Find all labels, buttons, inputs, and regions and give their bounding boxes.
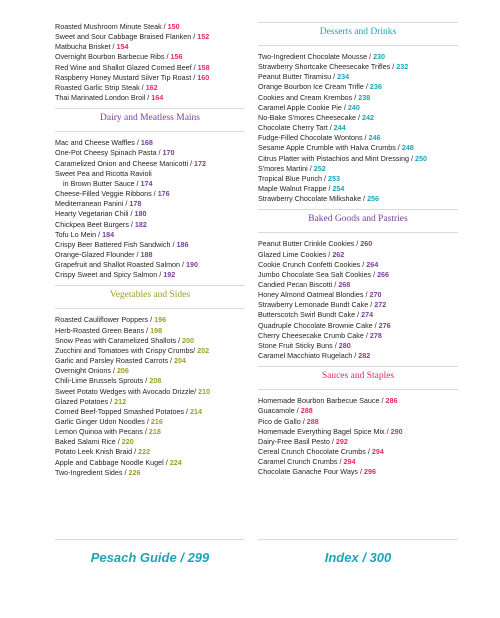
entry-name: Pico de Gallo / [258,416,307,426]
index-entry[interactable] [55,336,245,346]
index-entry[interactable] [55,315,245,325]
index-entry[interactable] [258,310,458,320]
entry-page-number: 288 [300,406,313,416]
entry-name: Mediterranean Panini / [55,199,130,209]
entry-name: Dairy-Free Basil Pesto / [258,436,336,446]
index-entry[interactable] [55,220,245,230]
entry-page-number: 294 [343,457,356,467]
entry-name: Raspberry Honey Mustard Silver Tip Roast / [55,72,198,82]
entry-name: Chocolate Cherry Tart / [258,123,334,133]
entry-page-number: 274 [361,310,374,320]
index-entry[interactable] [55,209,245,219]
index-entry[interactable] [55,468,245,478]
index-entry[interactable] [55,427,245,437]
footer-link-index[interactable] [258,550,458,565]
entry-page-number: 278 [369,330,382,340]
index-entry[interactable] [258,331,458,341]
entry-name: Caramel Crunch Crumbs / [258,457,344,467]
entry-page-number: 276 [378,320,391,330]
index-entry[interactable] [258,52,458,62]
index-entry[interactable] [55,32,245,42]
entry-name: Herb-Roasted Green Beans / [55,325,151,335]
entry-name: Cheese-Filled Veggie Ribbons / [55,189,158,199]
entry-page-number: 268 [338,279,351,289]
entry-page-number: 222 [138,447,151,457]
index-entry[interactable] [258,194,458,204]
entry-name: Glazed Lime Cookies / [258,249,333,259]
entry-name: S'mores Martini / [258,163,314,173]
index-entry[interactable] [55,270,245,280]
entry-page-number: 154 [116,42,129,52]
list-vegetables [55,315,245,478]
entry-name: Peanut Butter Crinkle Cookies / [258,239,361,249]
entry-page-number: 226 [128,467,141,477]
index-entry[interactable] [55,199,245,209]
index-entry[interactable] [258,427,458,437]
entry-name: Orange Bourbon Ice Cream Trifle / [258,82,370,92]
entry-name: Homemade Everything Bagel Spice Mix / [258,426,391,436]
entry-page-number: 180 [134,209,147,219]
index-entry[interactable] [258,82,458,92]
entry-page-number: 240 [347,102,360,112]
entry-name: Fudge-Filled Chocolate Wontons / [258,133,369,143]
index-entry[interactable] [55,387,245,397]
index-entry[interactable] [258,290,458,300]
index-entry[interactable] [55,230,245,240]
index-entry[interactable] [55,447,245,457]
index-entry[interactable] [55,458,245,468]
footer-index-title: Index / [324,550,370,565]
section-header-vegetables [55,285,245,309]
index-entry[interactable] [55,437,245,447]
entry-name: Sweet Potato Wedges with Avocado Drizzle/ [55,386,199,396]
entry-page-number: 248 [401,143,414,153]
entry-page-number: 262 [332,249,345,259]
index-entry[interactable] [258,62,458,72]
entry-name: Crispy Sweet and Spicy Salmon / [55,270,164,280]
entry-name: Candied Pecan Biscotti / [258,279,339,289]
section-header-baked [258,209,458,233]
index-entry[interactable] [258,184,458,194]
entry-page-number: 254 [332,184,345,194]
footer-link-pesach-guide[interactable] [55,550,245,565]
footer-rule-right [258,539,458,540]
entry-page-number: 260 [360,239,373,249]
list-sauces [258,396,458,477]
entry-page-number: 232 [396,62,409,72]
entry-page-number: 252 [313,163,326,173]
index-entry[interactable] [55,42,245,52]
entry-name: Zucchini and Tomatoes with Crispy Crumbs/ [55,345,198,355]
index-entry[interactable] [258,174,458,184]
entry-name: Sweet Pea and Ricotta Ravioli [55,168,152,178]
entry-name: Tofu Lo Mein / [55,229,103,239]
section-title-vegetables: Vegetables and Sides [109,290,191,301]
index-entry[interactable] [258,396,458,406]
entry-name: Mac and Cheese Waffles / [55,138,141,148]
entry-name: Honey Almond Oatmeal Blondies / [258,290,370,300]
entry-name: Cookie Crunch Confetti Cookies / [258,259,367,269]
entry-name: Matbucha Brisket / [55,42,117,52]
entry-page-number: 294 [371,447,384,456]
entry-page-number: 246 [368,133,381,143]
entry-page-number: 266 [377,269,390,279]
index-entry[interactable] [258,300,458,310]
entry-name: Cookies and Cream Krembos / [258,92,359,102]
index-entry[interactable] [55,93,245,103]
entry-name: Guacamole / [258,406,301,416]
entry-name: Chili-Lime Brussels Sprouts / [55,376,150,386]
entry-page-number: 220 [121,437,134,447]
index-entry[interactable] [258,270,458,280]
entry-name: Glazed Potatoes / [55,396,115,406]
index-entry[interactable] [258,406,458,416]
entry-name: Maple Walnut Frappe / [258,184,333,194]
entry-page-number: 218 [148,427,161,437]
entry-name: Garlic Ginger Udon Noodles / [55,417,151,426]
entry-page-number: 224 [169,457,182,467]
index-entry[interactable] [258,321,458,331]
entry-page-number: 290 [390,426,403,436]
entry-name: Thai Marinated London Broil / [55,93,152,103]
entry-name: Stone Fruit Sticky Buns / [258,340,339,350]
entry-page-number: 212 [114,396,127,406]
entry-name: Red Wine and Shallot Glazed Corned Beef / [55,62,198,72]
entry-name: Tropical Blue Punch / [258,173,329,183]
entry-page-number: 272 [374,300,387,310]
entry-page-number: 202 [197,345,210,355]
entry-page-number: 216 [150,417,163,426]
list-baked [258,239,458,361]
entry-page-number: 198 [150,325,163,335]
footer-index-page: 300 [369,550,392,565]
entry-page-number: 210 [198,386,211,396]
entry-name: Roasted Cauliflower Poppers / [55,315,155,325]
entry-page-number: 238 [358,92,371,102]
entry-page-number: 244 [333,123,346,133]
entry-name: Caramel Apple Cookie Pie / [258,102,348,112]
index-entry[interactable] [258,103,458,113]
list-dairy [55,138,245,280]
list-continued-mains [55,22,245,103]
footer-rule-left [55,539,245,540]
entry-page-number: 296 [364,467,376,477]
entry-name: Homemade Bourbon Barbecue Sauce / [258,396,386,406]
entry-name: Baked Salami Rice / [55,437,122,447]
entry-name: Strawberry Chocolate Milkshake / [258,194,368,204]
index-entry[interactable] [258,72,458,82]
entry-page-number: 164 [151,93,164,103]
entry-name: in Brown Butter Sauce / [63,178,141,188]
entry-page-number: 176 [157,189,170,199]
index-entry[interactable] [258,239,458,249]
section-title-baked: Baked Goods and Pastries [308,214,408,225]
entry-name: Two-Ingredient Chocolate Mousse / [258,52,374,61]
entry-page-number: 182 [134,219,147,229]
entry-name: Citrus Platter with Pistachios and Mint Dressing / [258,153,415,163]
index-entry[interactable] [258,133,458,143]
section-header-dairy [55,108,245,132]
index-entry[interactable] [258,123,458,133]
entry-page-number: 256 [367,194,380,204]
entry-page-number: 162 [145,82,158,92]
index-entry[interactable] [258,341,458,351]
list-desserts [258,52,458,204]
entry-page-number: 264 [366,259,379,269]
index-entry[interactable] [258,164,458,174]
entry-name: Corned Beef-Topped Smashed Potatoes / [55,406,191,416]
entry-page-number: 208 [149,376,162,386]
entry-page-number: 158 [197,62,210,72]
entry-page-number: 270 [369,290,382,300]
entry-page-number: 282 [358,351,371,361]
index-entry[interactable] [55,376,245,386]
entry-name: Overnight Bourbon Barbecue Ribs / [55,52,171,62]
entry-name: Sweet and Sour Cabbage Braised Flanken / [55,32,198,42]
entry-page-number: 234 [337,72,350,82]
index-entry[interactable] [55,417,245,427]
entry-name: Roasted Garlic Strip Steak / [55,82,146,92]
entry-name: Apple and Cabbage Noodle Kugel / [55,457,170,467]
entry-page-number: 178 [129,199,142,209]
index-entry[interactable] [55,346,245,356]
entry-name: Sesame Apple Crumble with Halva Crumbs / [258,143,402,153]
entry-page-number: 250 [415,153,427,163]
entry-name: Cherry Cheesecake Crumb Cake / [258,330,370,340]
entry-name: Peanut Butter Tiramisu / [258,72,338,82]
entry-page-number: 253 [328,173,341,183]
index-entry[interactable] [55,169,245,179]
entry-page-number: 150 [167,22,180,31]
index-entry[interactable] [258,260,458,270]
entry-name: Overnight Onions / [55,366,117,376]
index-entry[interactable] [55,179,245,189]
index-entry[interactable] [258,351,458,361]
right-column [258,22,458,477]
section-title-sauces: Sauces and Staples [321,371,395,382]
entry-name: Strawberry Lemonade Bundt Cake / [258,300,375,310]
entry-name: Grapefruit and Shallot Roasted Salmon / [55,260,187,270]
entry-name: Butterscotch Swirl Bundt Cake / [258,310,362,320]
entry-name: Crispy Beer Battered Fish Sandwich / [55,239,177,249]
entry-name: Orange-Glazed Flounder / [55,249,141,259]
entry-page-number: 214 [190,406,203,416]
index-entry[interactable] [258,280,458,290]
index-entry[interactable] [55,63,245,73]
entry-name: Jumbo Chocolate Sea Salt Cookies / [258,269,378,279]
entry-page-number: 286 [385,396,398,406]
entry-name: Lemon Quinoa with Pecans / [55,427,149,437]
entry-page-number: 170 [162,148,175,158]
entry-name: Two-Ingredient Sides / [55,467,129,477]
index-entry[interactable] [258,437,458,447]
entry-name: Garlic and Parsley Roasted Carrots / [55,356,175,366]
index-entry[interactable] [258,417,458,427]
index-entry[interactable] [55,366,245,376]
entry-page-number: 206 [116,366,129,376]
entry-page-number: 196 [154,315,167,325]
index-entry[interactable] [55,138,245,148]
index-entry[interactable] [55,240,245,250]
index-entry[interactable] [258,467,458,477]
entry-name: Hearty Vegetarian Chili / [55,209,135,219]
entry-name: Quadruple Chocolate Brownie Cake / [258,320,379,330]
index-entry[interactable] [55,159,245,169]
entry-page-number: 156 [170,52,183,62]
entry-name: Chickpea Beet Burgers / [55,219,135,229]
entry-name: Chocolate Ganache Four Ways / [258,467,364,477]
footer-pesach-page: 299 [187,550,210,565]
entry-page-number: 188 [140,249,153,259]
index-entry[interactable] [258,113,458,123]
entry-page-number: 230 [373,52,386,61]
entry-page-number: 190 [186,260,199,270]
entry-page-number: 242 [362,112,375,122]
section-title-desserts: Desserts and Drinks [319,27,397,37]
entry-name: Caramel Macchiato Rugelach / [258,351,359,361]
index-entry[interactable] [55,22,245,32]
entry-page-number: 168 [140,138,153,148]
index-entry[interactable] [55,83,245,93]
entry-page-number: 204 [174,356,187,366]
entry-page-number: 172 [194,158,207,168]
entry-name: Cereal Crunch Chocolate Crumbs / [258,447,372,456]
footer-pesach-title: Pesach Guide / [90,550,188,565]
entry-name: Snow Peas with Caramelized Shallots / [55,335,183,345]
entry-page-number: 192 [163,270,176,280]
entry-page-number: 160 [197,72,210,82]
entry-name: Strawberry Shortcake Cheesecake Trifles / [258,62,397,72]
entry-page-number: 186 [176,239,189,249]
entry-page-number: 280 [338,340,351,350]
section-header-desserts [258,22,458,46]
index-entry[interactable] [258,154,458,164]
entry-name: Caramelized Onion and Cheese Manicotti / [55,158,195,168]
entry-page-number: 174 [140,178,153,188]
entry-page-number: 200 [182,335,195,345]
entry-name: Potato Leek Knish Braid / [55,447,139,457]
index-entry[interactable] [258,447,458,457]
index-entry[interactable] [258,143,458,153]
index-entry[interactable] [55,250,245,260]
index-entry[interactable] [55,356,245,366]
left-column [55,22,245,478]
entry-name: One-Pot Cheesy Spinach Pasta / [55,148,163,158]
index-entry[interactable] [55,73,245,83]
entry-page-number: 236 [369,82,382,92]
index-entry[interactable] [258,250,458,260]
index-entry[interactable] [258,457,458,467]
entry-name: Roasted Mushroom Minute Steak / [55,22,168,31]
section-header-sauces [258,366,458,390]
index-entry[interactable] [55,148,245,158]
entry-page-number: 184 [102,229,115,239]
index-entry[interactable] [55,189,245,199]
section-title-dairy: Dairy and Meatless Mains [100,113,200,124]
entry-name: No-Bake S'mores Cheesecake / [258,112,363,122]
entry-page-number: 292 [335,436,348,446]
entry-page-number: 288 [306,416,319,426]
index-entry[interactable] [55,407,245,417]
index-entry[interactable] [55,52,245,62]
entry-page-number: 152 [197,32,210,42]
index-entry[interactable] [55,326,245,336]
index-entry[interactable] [55,260,245,270]
index-entry[interactable] [55,397,245,407]
index-entry[interactable] [258,93,458,103]
